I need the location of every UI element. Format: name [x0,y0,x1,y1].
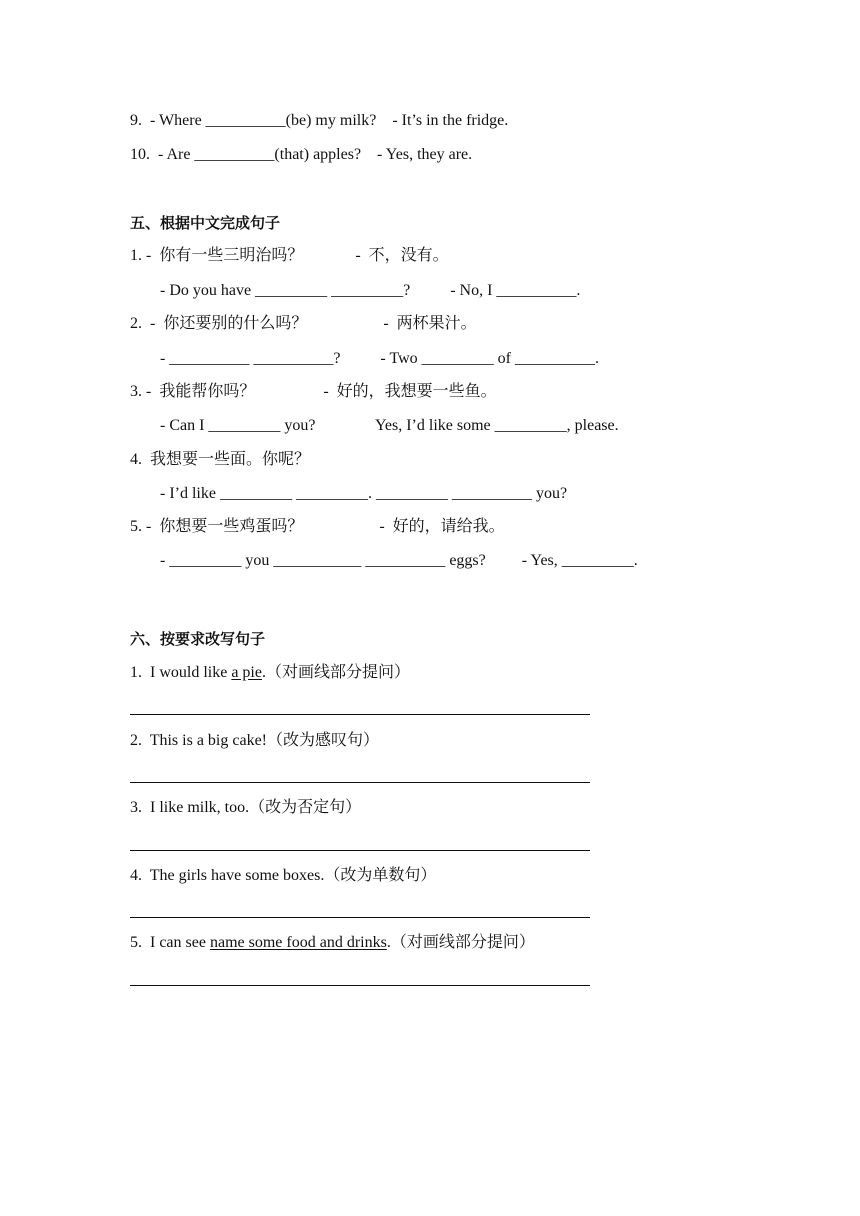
p6-q5-prefix: 5. I can see [130,934,210,951]
p5-q1-chinese: 1. - 你有一些三明治吗？ - 不，没有。 [130,247,449,264]
section-heading-5: 五、根据中文完成句子 [130,214,281,232]
section-heading-6: 六、按要求改写句子 [130,630,266,648]
p5-q3-english: - Can I _________ you? Yes, I’d like some _________, please. [160,417,619,434]
p6-q1-prefix: 1. I would like [130,664,232,681]
p6-q5-instruction: .（对画线部分提问） [386,934,535,951]
p5-q1-english: - Do you have _________ _________? - No, I __________. [160,282,581,299]
p6-question-2: 2. This is a big cake!（改为感叹句） [130,732,380,749]
answer-line-4[interactable] [130,917,590,918]
p6-q1-instruction: .（对画线部分提问） [261,664,410,681]
p5-q5-chinese: 5. - 你想要一些鸡蛋吗？ - 好的，请给我。 [130,518,505,535]
answer-line-2[interactable] [130,782,590,783]
question-9: 9. - Where __________(be) my milk? - It’s in the fridge. [130,112,509,129]
p6-question-1 [130,662,410,684]
p6-question-3: 3. I like milk, too.（改为否定句） [130,799,362,816]
p5-q2-chinese: 2. - 你还要别的什么吗？ - 两杯果汁。 [130,315,477,332]
p5-q4-english: - I’d like _________ _________. _________ __________ you? [160,485,568,502]
p6-q5-underlined: name some food and drinks [209,934,387,951]
question-10: 10. - Are __________(that) apples? - Yes, they are. [130,146,473,163]
p5-q5-english: - _________ you ___________ __________ eggs? - Yes, _________. [160,552,638,569]
p5-q2-english: - __________ __________? - Two _________ of __________. [160,350,600,367]
p6-q1-underlined: a pie [231,664,262,681]
answer-line-3[interactable] [130,850,590,851]
answer-line-5[interactable] [130,985,590,986]
answer-line-1[interactable] [130,714,590,715]
p6-question-4: 4. The girls have some boxes.（改为单数句） [130,867,437,884]
p5-q4-chinese: 4. 我想要一些面。你呢？ [130,451,311,468]
p6-question-5 [130,932,535,954]
p5-q3-chinese: 3. - 我能帮你吗？ - 好的，我想要一些鱼。 [130,383,497,400]
